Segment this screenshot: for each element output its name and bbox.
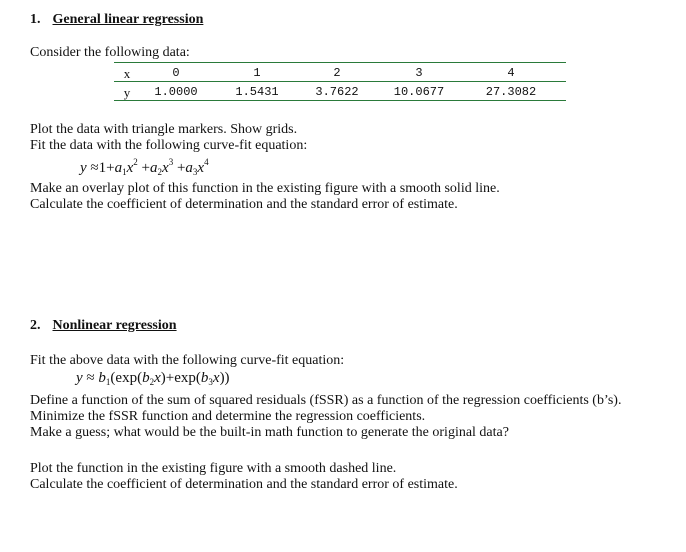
table-y-label: y <box>123 85 131 100</box>
section2-instruction: Make a guess; what would be the built-in math function to generate the original data? <box>30 425 509 440</box>
section1-instruction: Calculate the coefficient of determination and the standard error of estimate. <box>30 197 458 212</box>
table-x-label: x <box>123 66 131 81</box>
table-x-cell: 0 <box>172 66 180 80</box>
section2-intro: Fit the above data with the following curve-fit equation: <box>30 353 345 368</box>
table-x-cell: 2 <box>333 66 341 80</box>
section2-title: Nonlinear regression <box>52 318 177 333</box>
table-y-cell: 3.7622 <box>315 85 359 99</box>
table-x-cell: 4 <box>507 66 515 80</box>
section1-number: 1. <box>30 12 41 27</box>
eq1-lhs: y <box>80 160 87 176</box>
table-bottom-rule <box>114 100 566 101</box>
table-mid-rule <box>114 81 566 82</box>
table-top-rule <box>114 62 566 63</box>
section1-title: General linear regression <box>52 12 204 27</box>
section2-instruction: Minimize the fSSR function and determine the regression coefficients. <box>30 409 426 424</box>
section1-intro: Consider the following data: <box>30 45 190 60</box>
section1-instruction: Make an overlay plot of this function in the existing figure with a smooth solid line. <box>30 181 500 196</box>
table-y-cell: 1.0000 <box>154 85 198 99</box>
eq1-approx: ≈ <box>90 160 99 176</box>
table-y-cell: 1.5431 <box>235 85 279 99</box>
section2-instruction: Plot the function in the existing figure with a smooth dashed line. <box>30 461 397 476</box>
section2-heading <box>30 318 177 334</box>
section2-instruction: Calculate the coefficient of determination and the standard error of estimate. <box>30 477 458 492</box>
polynomial-equation: $y \approx 1+a_1x^2 +a_2x^3 +a_3x^4$ <box>80 157 209 177</box>
table-y-cell: 10.0677 <box>393 85 445 99</box>
section1-instruction: Fit the data with the following curve-fit equation: <box>30 138 308 153</box>
table-y-cell: 27.3082 <box>485 85 537 99</box>
table-x-cell: 3 <box>415 66 423 80</box>
section2-instruction: Define a function of the sum of squared residuals (fSSR) as a function of the regression coefficients (b’s). <box>30 393 622 408</box>
section1-instruction: Plot the data with triangle markers. Show grids. <box>30 122 298 137</box>
table-x-cell: 1 <box>253 66 261 80</box>
eq1-one: 1 <box>98 160 107 176</box>
exponential-equation: $y \approx b_1(\exp(b_2x)+\exp(b_3x))$ <box>76 370 230 387</box>
section1-heading <box>30 12 203 28</box>
section2-number: 2. <box>30 318 41 333</box>
